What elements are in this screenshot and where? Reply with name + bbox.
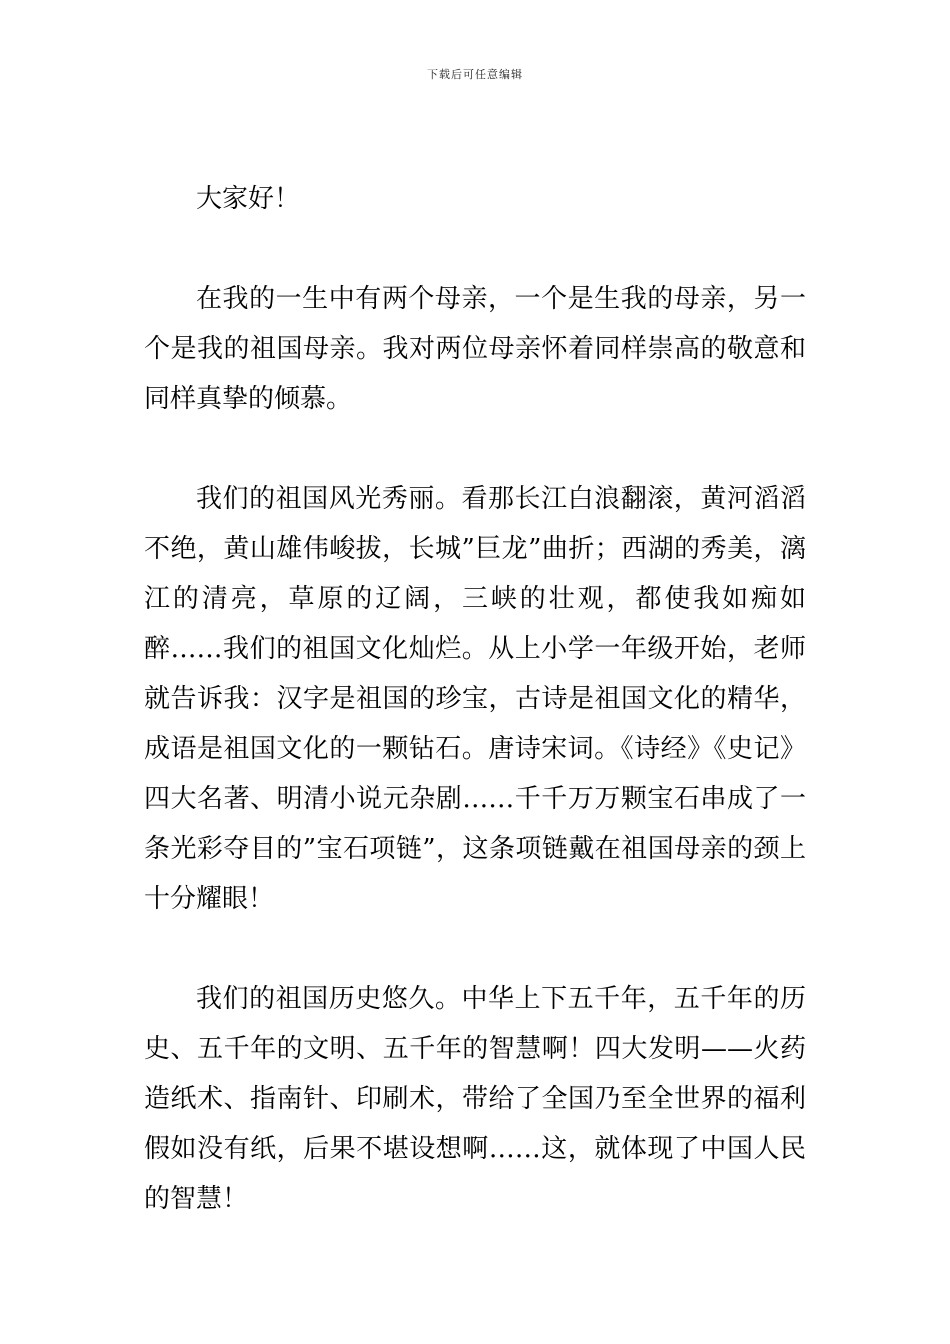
document-body <box>144 174 806 1224</box>
page-header: 下载后可任意编辑 <box>427 68 523 81</box>
greeting-paragraph: 大家好！ <box>196 184 301 214</box>
paragraph-history: 我们的祖国历史悠久。中华上下五千年，五千年的历史、五千年的文明、五千年的智慧啊！四大发明——火药造纸术、指南针、印刷术，带给了全国乃至全世界的福利假如没有纸，后果不堪设想啊……这，就体现了中国人民的智慧！ <box>144 984 806 1214</box>
paragraph-two-mothers: 在我的一生中有两个母亲，一个是生我的母亲，另一个是我的祖国母亲。我对两位母亲怀着同样崇高的敬意和同样真挚的倾慕。 <box>144 284 806 414</box>
paragraph-scenery-culture: 我们的祖国风光秀丽。看那长江白浪翻滚，黄河滔滔不绝，黄山雄伟峻拔，长城”巨龙”曲折；西湖的秀美，漓江的清亮，草原的辽阔，三峡的壮观，都使我如痴如醉……我们的祖国文化灿烂。从上小学一年级开始，老师就告诉我：汉字是祖国的珍宝，古诗是祖国文化的精华，成语是祖国文化的一颗钻石。唐诗宋词。《诗经》《史记》四大名著、明清小说元杂剧……千千万万颗宝石串成了一条光彩夺目的”宝石项链”，这条项链戴在祖国母亲的颈上十分耀眼！ <box>144 484 806 914</box>
